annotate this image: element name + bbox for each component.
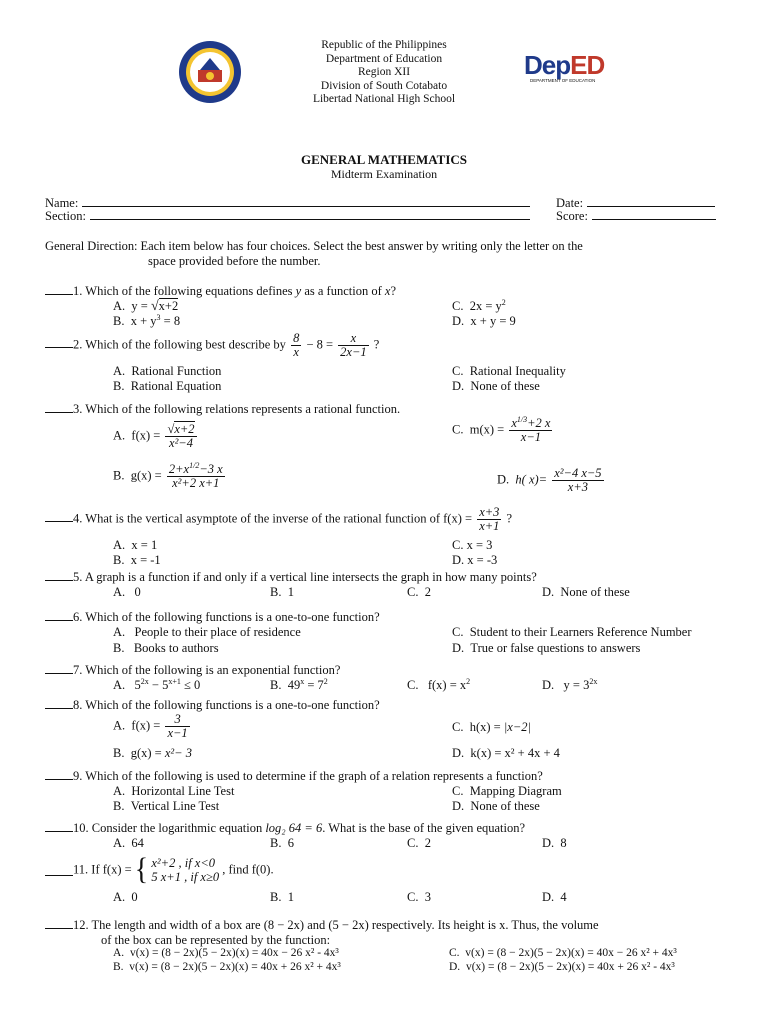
q7-option-c: C. $f(x) = x^2$ bbox=[407, 676, 471, 692]
q6-option-d: D. True or false questions to answers bbox=[452, 641, 641, 655]
answer-blank[interactable] bbox=[45, 570, 73, 581]
q5-option-b: B. 1 bbox=[270, 585, 294, 599]
q12-option-c: C. v(x) = (8 − 2x)(5 − 2x)(x) = 40x − 26 x² + 4x³ bbox=[449, 947, 677, 959]
answer-blank[interactable] bbox=[45, 698, 73, 709]
q8-option-c: C. h(x) = |x−2| bbox=[452, 720, 531, 734]
answer-blank[interactable] bbox=[45, 284, 73, 295]
q2-option-b: B. Rational Equation bbox=[113, 379, 222, 393]
direction-line1: General Direction: Each item below has four choices. Select the best answer by writing only the letter on the bbox=[45, 239, 583, 253]
question-5: 5. A graph is a function if and only if a vertical line intersects the graph in how many points? bbox=[45, 570, 537, 585]
q6-option-b: B. Books to authors bbox=[113, 641, 219, 655]
deped-logo: DepED DEPARTMENT OF EDUCATION bbox=[524, 50, 605, 83]
question-7: 7. Which of the following is an exponential function? bbox=[45, 663, 340, 678]
section-field[interactable] bbox=[45, 209, 530, 224]
q11-option-b: B. 1 bbox=[270, 890, 294, 904]
answer-blank[interactable] bbox=[45, 918, 73, 929]
question-3: 3. Which of the following relations represents a rational function. bbox=[45, 402, 400, 417]
q4-option-d: D. x = -3 bbox=[452, 553, 498, 567]
q3-option-b: B. g(x) = $\frac{2+x^{1/2}-3 x}{\text{x²+2 x+1}}$ bbox=[113, 460, 223, 490]
q7-option-b: B. $49^x = 7^2$ bbox=[270, 676, 328, 692]
q5-option-d: D. None of these bbox=[542, 585, 630, 599]
q10-option-a: A. 64 bbox=[113, 836, 144, 850]
q11-option-d: D. 4 bbox=[542, 890, 567, 904]
question-12: 12. The length and width of a box are (8 − 2x) and (5 − 2x) respectively. Its height is x. Thus, the volume bbox=[45, 918, 725, 933]
q12-option-b: B. v(x) = (8 − 2x)(5 − 2x)(x) = 40x + 26 x² + 4x³ bbox=[113, 961, 341, 973]
answer-blank[interactable] bbox=[45, 769, 73, 780]
direction-line2: space provided before the number. bbox=[148, 254, 321, 268]
question-8: 8. Which of the following functions is a one-to-one function? bbox=[45, 698, 380, 713]
q3-option-d: D. h( x)= $\frac{\text{x²−4 x−5}}{x+3}$ bbox=[497, 466, 602, 494]
header-line: Department of Education bbox=[325, 52, 443, 65]
exam-title: GENERAL MATHEMATICS bbox=[300, 152, 467, 167]
q10-option-d: D. 8 bbox=[542, 836, 567, 850]
fraction: $\frac{x}{2x-1}$ bbox=[340, 331, 367, 359]
answer-blank[interactable] bbox=[45, 865, 73, 876]
q5-option-a: A. 0 bbox=[113, 585, 141, 599]
header-line: Division of South Cotabato bbox=[320, 79, 448, 92]
fraction: $\frac{\text{x²−4 x−5}}{x+3}$ bbox=[554, 466, 602, 494]
q12-option-a: A. v(x) = (8 − 2x)(5 − 2x)(x) = 40x − 26 x² - 4x³ bbox=[113, 947, 339, 959]
q4-option-b: B. x = -1 bbox=[113, 553, 161, 567]
question-9: 9. Which of the following is used to determine if the graph of a relation represents a function? bbox=[45, 769, 543, 784]
fraction: $\frac{x^{1/3}+2 x}{x-1}$ bbox=[511, 414, 551, 444]
header-line: Republic of the Philippines bbox=[321, 39, 447, 51]
q2-option-a: A. Rational Function bbox=[113, 364, 222, 378]
piecewise: x²+2 , if x<0 5 x+1 , if x≥0 bbox=[151, 856, 220, 884]
q9-option-d: D. None of these bbox=[452, 799, 540, 813]
answer-blank[interactable] bbox=[45, 821, 73, 832]
q12-option-d: D. v(x) = (8 − 2x)(5 − 2x)(x) = 40x + 26 x² - 4x³ bbox=[449, 961, 675, 973]
q6-option-a: A. People to their place of residence bbox=[113, 625, 301, 639]
q2-option-d: D. None of these bbox=[452, 379, 540, 393]
answer-blank[interactable] bbox=[45, 337, 73, 348]
q7-option-d: D. $y = 3^{2x}$ bbox=[542, 676, 598, 692]
q4-option-c: C. x = 3 bbox=[452, 538, 493, 552]
question-2: 2. Which of the following best describe by $\frac{8}{x}$ − 8 = $\frac{x}{2x-1}$ ? bbox=[45, 332, 379, 359]
q6-option-c: C. Student to their Learners Reference Number bbox=[452, 625, 692, 639]
q9-option-a: A. Horizontal Line Test bbox=[113, 784, 235, 798]
q4-option-a: A. x = 1 bbox=[113, 538, 158, 552]
q2-option-c: C. Rational Inequality bbox=[452, 364, 566, 378]
exam-subtitle: Midterm Examination bbox=[330, 167, 438, 181]
section-label: Section: bbox=[45, 209, 86, 223]
q11-option-c: C. 3 bbox=[407, 890, 431, 904]
header-line: Libertad National High School bbox=[312, 93, 456, 106]
header-line: Region XII bbox=[357, 66, 411, 79]
answer-blank[interactable] bbox=[45, 402, 73, 413]
fraction: $\frac{2+x^{1/2}-3 x}{\text{x²+2 x+1}}$ bbox=[168, 460, 223, 490]
q5-option-c: C. 2 bbox=[407, 585, 431, 599]
fraction: $\frac{√x+2}{\text{x²−4}}$ bbox=[167, 422, 195, 450]
q10-option-b: B. 6 bbox=[270, 836, 294, 850]
fraction: $\frac{8}{x}$ bbox=[293, 331, 300, 359]
q1-option-c: C. $2x = y^2$ bbox=[452, 297, 506, 313]
score-field[interactable] bbox=[556, 209, 716, 224]
answer-blank[interactable] bbox=[45, 610, 73, 621]
q3-option-c: C. m(x) = $\frac{x^{1/3}+2 x}{x-1}$ bbox=[452, 414, 551, 444]
question-10: 10. Consider the logarithmic equation log₂ 64 = 6. What is the base of the given equation? bbox=[45, 821, 525, 836]
header-lines bbox=[0, 39, 768, 107]
q8-option-b: B. g(x) = x²− 3 bbox=[113, 746, 192, 760]
q10-option-c: C. 2 bbox=[407, 836, 431, 850]
deped-logo-caption: DEPARTMENT OF EDUCATION bbox=[530, 78, 596, 83]
question-1: 1. Which of the following equations defines y as a function of x? bbox=[45, 284, 396, 299]
question-11: 11. If f(x) = { x²+2 , if x<0 5 x+1 , if x≥0 , find f(0). bbox=[45, 856, 274, 884]
fraction: $\frac{3}{x-1}$ bbox=[167, 712, 188, 740]
q1-option-d: D. x + y = 9 bbox=[452, 314, 516, 328]
brace-icon: { bbox=[134, 852, 149, 887]
q3-option-a: A. f(x) = $\frac{√x+2}{\text{x²−4}}$ bbox=[113, 422, 195, 450]
fraction: $\frac{x+3}{x+1}$ bbox=[479, 505, 500, 533]
q7-option-a: A. $5^{2x} - 5^{x+1} \le 0$ bbox=[113, 676, 201, 692]
q1-option-a: A. y = √x+2 bbox=[113, 299, 179, 314]
q8-option-a: A. f(x) = $\frac{3}{x-1}$ bbox=[113, 712, 188, 740]
q9-option-b: B. Vertical Line Test bbox=[113, 799, 220, 813]
answer-blank[interactable] bbox=[45, 663, 73, 674]
q8-option-d: D. k(x) = x² + 4x + 4 bbox=[452, 746, 560, 760]
q1-option-b: B. $x + y^3 = 8$ bbox=[113, 312, 181, 328]
name-label: Name: bbox=[45, 196, 79, 210]
score-label: Score: bbox=[556, 209, 588, 223]
question-12-cont: of the box can be represented by the function: bbox=[101, 933, 331, 947]
q11-option-a: A. 0 bbox=[113, 890, 138, 904]
date-label: Date: bbox=[556, 196, 584, 210]
question-6: 6. Which of the following functions is a one-to-one function? bbox=[45, 610, 380, 625]
question-4: 4. What is the vertical asymptote of the inverse of the rational function of f(x) = $\frac{x+3}{x+1}$ ? bbox=[45, 506, 512, 533]
q9-option-c: C. Mapping Diagram bbox=[452, 784, 562, 798]
answer-blank[interactable] bbox=[45, 511, 73, 522]
